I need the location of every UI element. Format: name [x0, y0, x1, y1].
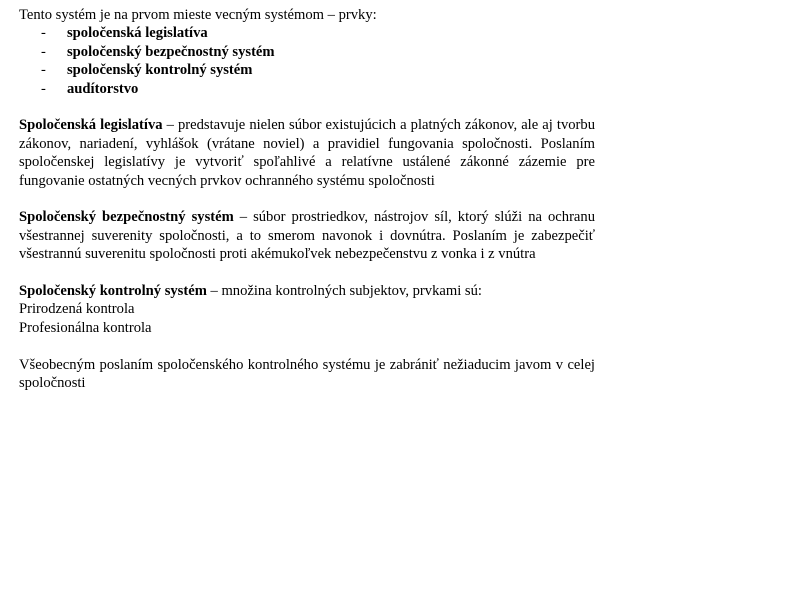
security-term: Spoločenský bezpečnostný systém	[19, 209, 234, 226]
document-body	[19, 6, 595, 392]
list-item-label: spoločenská legislatíva	[67, 25, 208, 42]
security-text: – súbor prostriedkov, nástrojov síl, ktorý slúži na ochranu všestrannej suverenity spoločnosti, a to smerom navonok i dovnútra. Poslaním je zabezpečiť všestrannú suverenitu spoločnosti proti akémukoľvek nebezpečenstvu z vonka i z vnútra	[19, 209, 595, 263]
intro-paragraph: Tento systém je na prvom mieste vecným systémom – prvky:	[19, 7, 377, 23]
security-paragraph	[19, 208, 595, 263]
paragraph-gap	[19, 337, 595, 355]
list-item	[19, 61, 595, 79]
control-text: – množina kontrolných subjektov, prvkami sú:	[206, 283, 482, 300]
list-item-label: spoločenský kontrolný systém	[67, 62, 253, 79]
element-list	[19, 24, 595, 98]
control-paragraph	[19, 282, 595, 300]
bullet-dash: -	[41, 62, 46, 79]
paragraph-gap	[19, 98, 595, 116]
bullet-dash: -	[41, 43, 46, 60]
list-item	[19, 24, 595, 42]
control-item: Prirodzená kontrola	[19, 301, 135, 318]
paragraph-gap	[19, 190, 595, 208]
paragraph-gap	[19, 264, 595, 282]
bullet-dash: -	[41, 25, 46, 42]
list-item-label: spoločenský bezpečnostný systém	[67, 43, 275, 60]
list-item	[19, 43, 595, 61]
list-item-label: audítorstvo	[67, 80, 139, 97]
legislation-term: Spoločenská legislatíva	[19, 117, 163, 134]
list-item	[19, 80, 595, 98]
control-item: Profesionálna kontrola	[19, 319, 152, 336]
control-term: Spoločenský kontrolný systém	[19, 283, 207, 300]
bullet-dash: -	[41, 80, 46, 97]
closing-paragraph: Všeobecným poslaním spoločenského kontrolného systému je zabrániť nežiaducim javom v celej spoločnosti	[19, 356, 595, 392]
legislation-text: – predstavuje nielen súbor existujúcich a platných zákonov, ale aj tvorbu zákonov, nariadení, vyhlášok (vrátane noviel) a pravidiel fungovania spoločnosti. Poslaním spoločenskej legislatívy je vytvoriť spoľahlivé a relatívne ustálené zákonné zázemie pre fungovanie ostatných vecných prvkov ochranného systému spoločnosti	[19, 117, 595, 189]
legislation-paragraph	[19, 116, 595, 190]
